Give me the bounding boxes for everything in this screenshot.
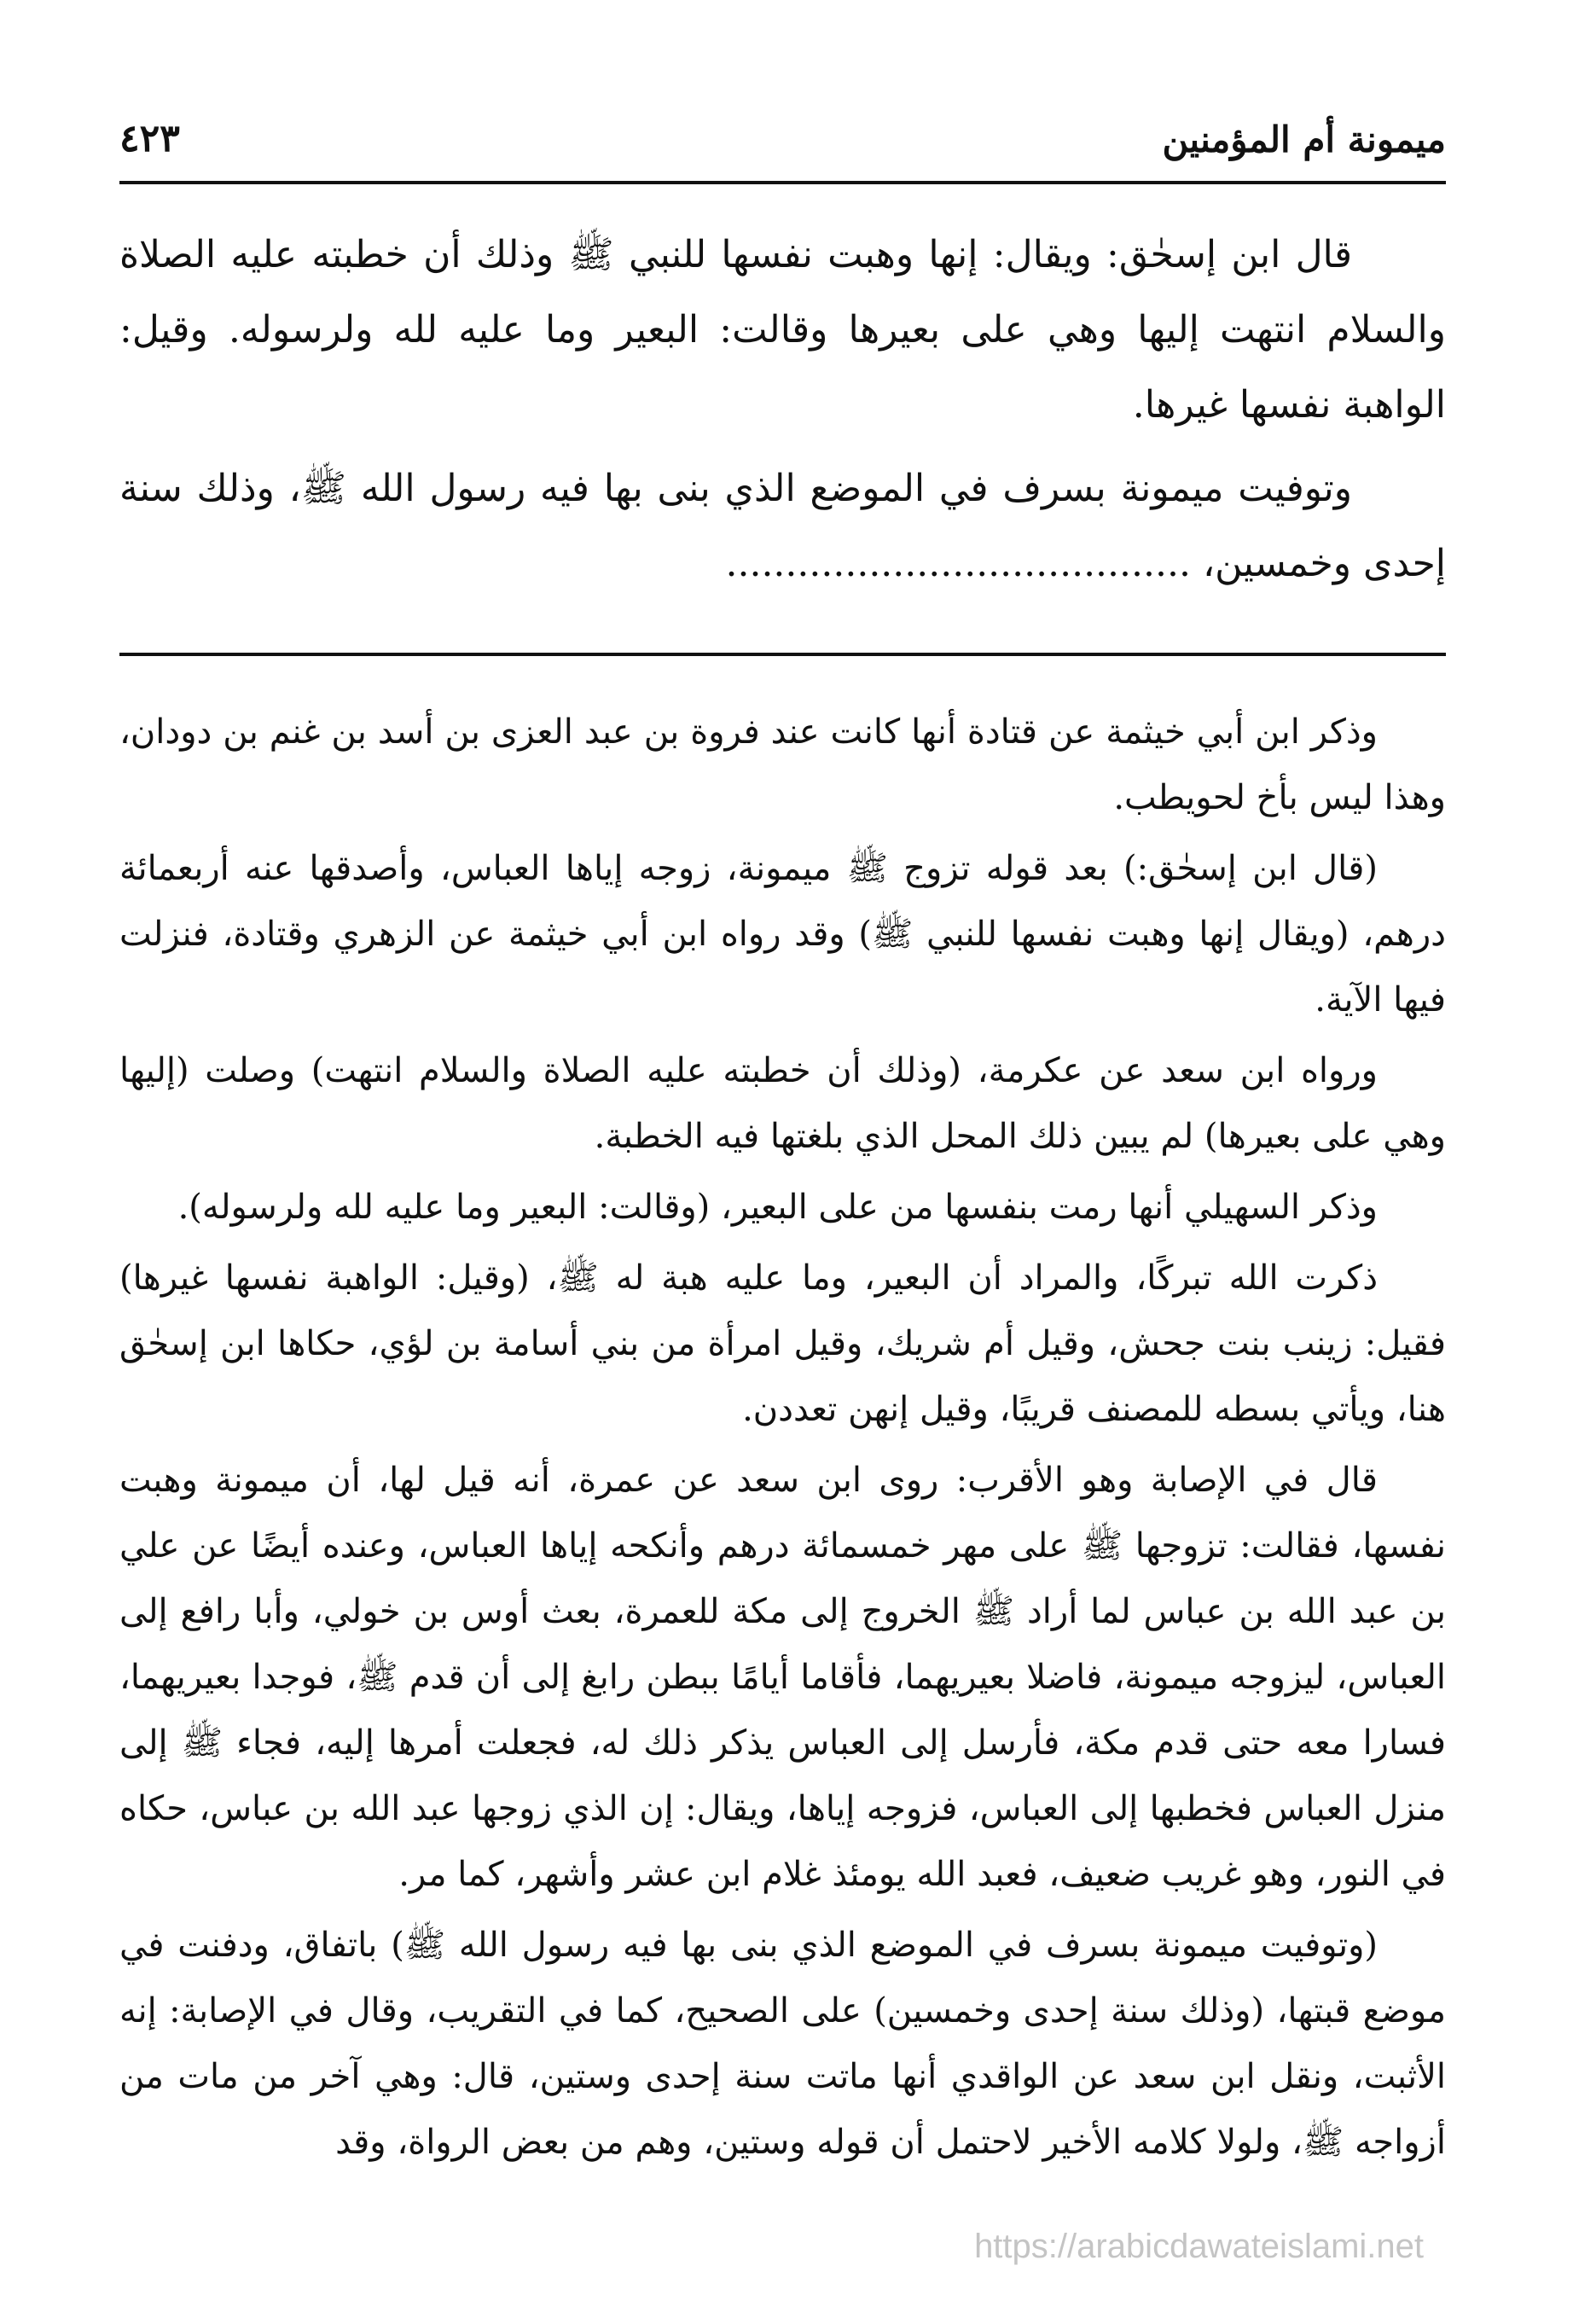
- commentary-paragraph: وذكر ابن أبي خيثمة عن قتادة أنها كانت عند فروة بن عبد العزى بن أسد بن غنم بن دودان، وهذا ليس بأخ لحويطب.: [119, 712, 1446, 817]
- main-text: [119, 218, 1446, 610]
- commentary-paragraph: ذكرت الله تبركًا، والمراد أن البعير، وما عليه هبة له ﷺ، (وقيل: الواهبة نفسها غيرها) فقيل: زينب بنت جحش، وقيل أم شريك، وقيل امرأة من بني أسامة بن لؤي، حكاها ابن إسحٰق هنا، ويأتي بسطه للمصنف قريبًا، وقيل إنهن تعددن.: [119, 1258, 1446, 1429]
- watermark-url: https://arabicdawateislami.net: [974, 2228, 1424, 2265]
- header-rule: [119, 181, 1446, 184]
- separator-rule: [119, 653, 1446, 656]
- commentary-paragraph: وذكر السهيلي أنها رمت بنفسها من على البعير، (وقالت: البعير وما عليه لله ولرسوله).: [177, 1188, 1378, 1227]
- main-text-paragraph: وتوفيت ميمونة بسرف في الموضع الذي بنى بها فيه رسول الله ﷺ، وذلك سنة إحدى وخمسين، .......................................: [119, 467, 1446, 585]
- page-number: ٤٢٣: [119, 117, 180, 160]
- commentary-paragraph: (قال ابن إسحٰق:) بعد قوله تزوج ﷺ ميمونة، زوجه إياها العباس، وأصدقها عنه أربعمائة درهم، (ويقال إنها وهبت نفسها للنبي ﷺ) وقد رواه ابن أبي خيثمة عن الزهري وقتادة، فنزلت فيها الآية.: [119, 849, 1446, 1020]
- commentary-text: [119, 700, 1446, 2181]
- commentary-paragraph: ورواه ابن سعد عن عكرمة، (وذلك أن خطبته عليه الصلاة والسلام انتهت) وصلت (إليها وهي على بعيرها) لم يبين ذلك المحل الذي بلغتها فيه الخطبة.: [119, 1051, 1446, 1156]
- running-title: ميمونة أم المؤمنين: [1162, 119, 1446, 160]
- commentary-paragraph: قال في الإصابة وهو الأقرب: روى ابن سعد عن عمرة، أنه قيل لها، أن ميمونة وهبت نفسها، فقالت: تزوجها ﷺ على مهر خمسمائة درهم وأنكحه إياها العباس، وعنده أيضًا عن علي بن عبد الله بن عباس لما أراد ﷺ الخروج إلى مكة للعمرة، بعث أوس بن خولي، وأبا رافع إلى العباس، ليزوجه ميمونة، فاضلا بعيريهما، فأقاما أيامًا ببطن رابغ إلى أن قدم ﷺ، فوجدا بعيريهما، فسارا معه حتى قدم مكة، فأرسل إلى العباس يذكر ذلك له، فجعلت أمرها إليه، فجاء ﷺ إلى منزل العباس فخطبها إلى العباس، فزوجه إياها، ويقال: إن الذي زوجها عبد الله بن عباس، حكاه في النور، وهو غريب ضعيف، فعبد الله يومئذ غلام ابن عشر وأشهر، كما مر.: [119, 1461, 1446, 1894]
- page-header: [119, 92, 1446, 160]
- commentary-paragraph: (وتوفيت ميمونة بسرف في الموضع الذي بنى بها فيه رسول الله ﷺ) باتفاق، ودفنت في موضع قبتها، (وذلك سنة إحدى وخمسين) على الصحيح، كما في التقريب، وقال في الإصابة: إنه الأثبت، ونقل ابن سعد عن الواقدي أنها ماتت سنة إحدى وستين، قال: وهي آخر من مات من أزواجه ﷺ، ولولا كلامه الأخير لاحتمل أن قوله وستين، وهم من بعض الرواة، وقد: [119, 1926, 1446, 2162]
- main-text-paragraph: قال ابن إسحٰق: ويقال: إنها وهبت نفسها للنبي ﷺ وذلك أن خطبته عليه الصلاة والسلام انتهت إليها وهي على بعيرها وقالت: البعير وما عليه لله ولرسوله. وقيل: الواهبة نفسها غيرها.: [119, 233, 1446, 427]
